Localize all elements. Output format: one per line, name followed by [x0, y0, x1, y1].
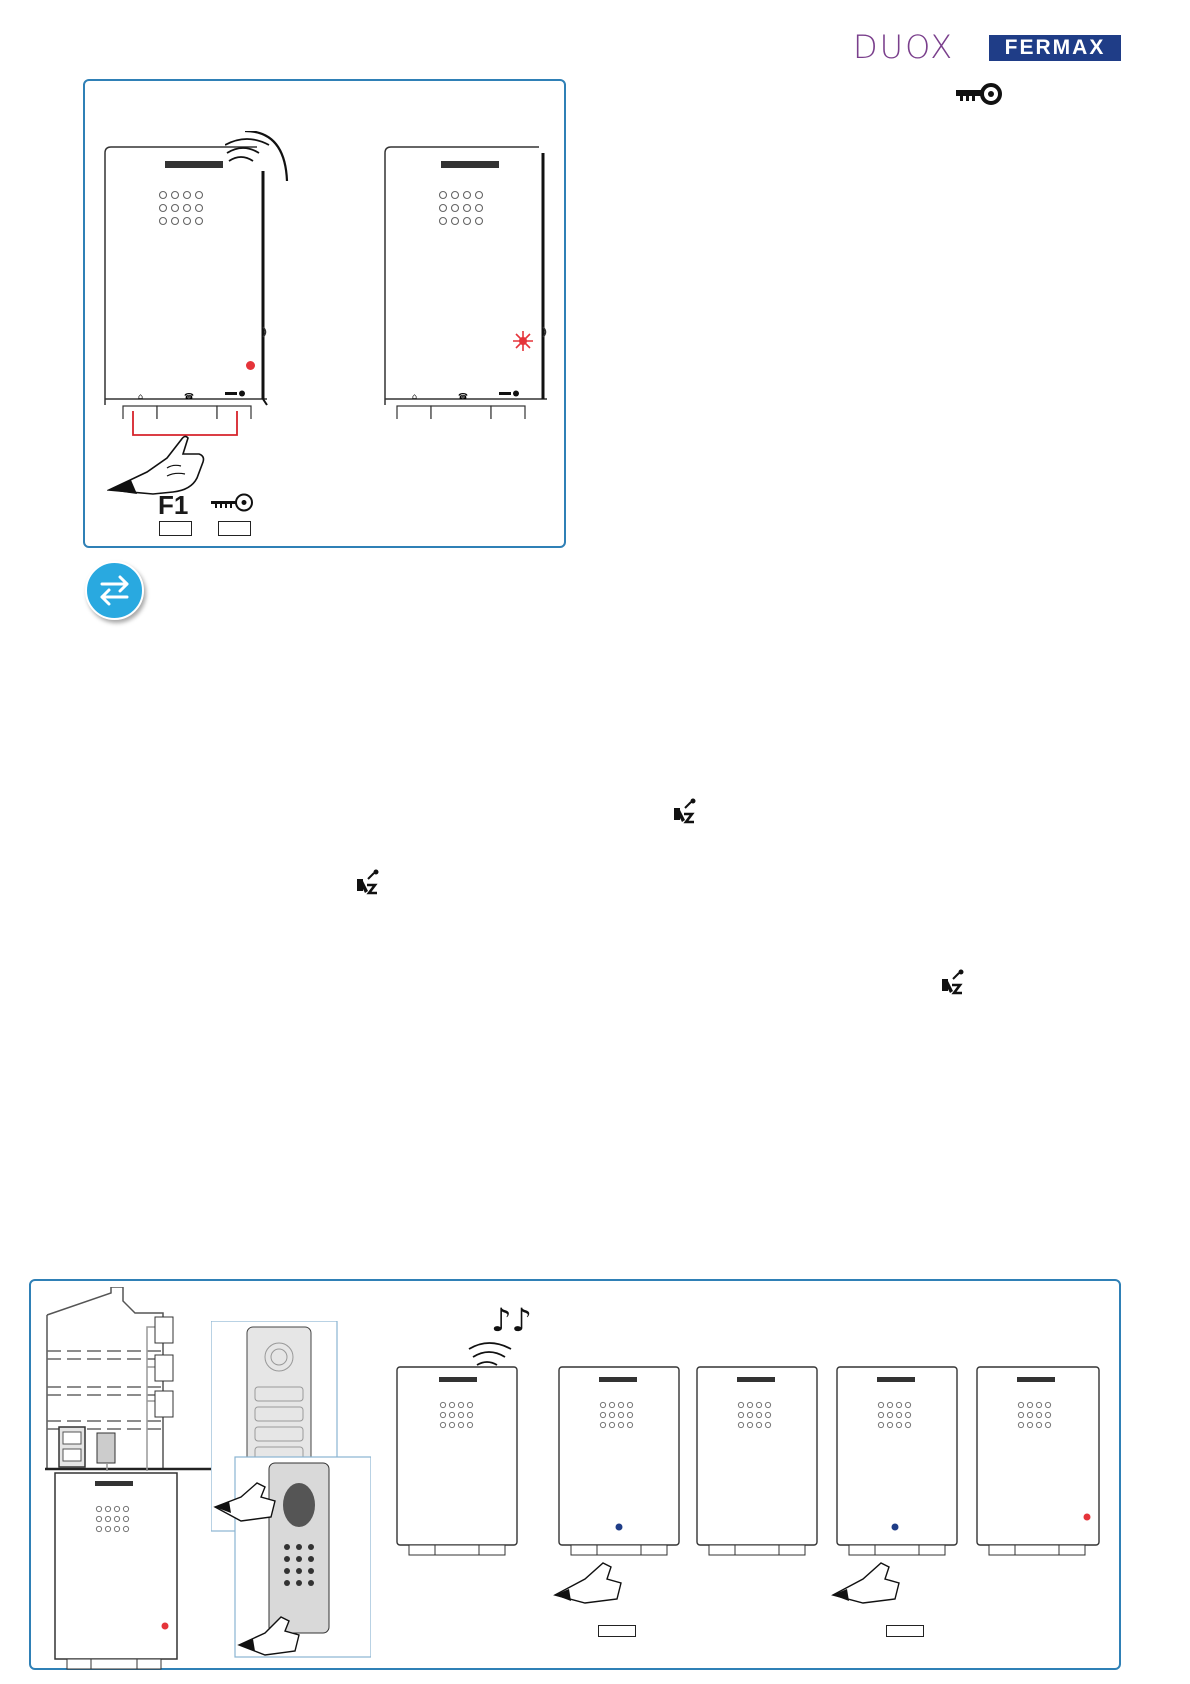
monitor-device-step-1 [551, 1361, 691, 1621]
monitor-device-step-2 [691, 1361, 831, 1561]
swap-icon [85, 561, 144, 620]
building-illustration [45, 1287, 215, 1471]
monitor-device-step-4 [971, 1361, 1116, 1561]
monitor-device-b [377, 129, 567, 419]
music-note-icon: ♪♪ [491, 1301, 532, 1339]
talk-button-tag-1 [598, 1625, 636, 1637]
hand-icon [107, 428, 227, 498]
fermax-logo: FERMAX [989, 35, 1121, 61]
led-indicator-a [246, 361, 255, 370]
svg-text:☎: ☎ [458, 392, 468, 401]
key-icon [956, 82, 1002, 106]
monitor-device-step-3 [831, 1361, 971, 1621]
monitor-device-ringing [391, 1321, 561, 1561]
bell-wave-icon [225, 131, 295, 201]
diagram-1-frame [83, 79, 566, 548]
diagram-2-frame [29, 1279, 1121, 1670]
door-panel-illustration [211, 1321, 371, 1661]
svg-text:☎: ☎ [184, 392, 194, 401]
monitor-device-a [97, 129, 337, 419]
f1-button-tag [159, 521, 192, 536]
talk-icon [355, 869, 381, 897]
svg-text:⌂: ⌂ [138, 392, 144, 401]
talk-icon [940, 969, 966, 997]
svg-text:⌂: ⌂ [412, 392, 418, 401]
key-button-tag [218, 521, 251, 536]
talk-icon [672, 798, 698, 826]
duox-logo: DUOX [853, 28, 955, 66]
monitor-device-resident [47, 1471, 197, 1671]
key-icon [211, 492, 255, 514]
talk-button-tag-2 [886, 1625, 924, 1637]
f1-label: F1 [158, 490, 189, 520]
